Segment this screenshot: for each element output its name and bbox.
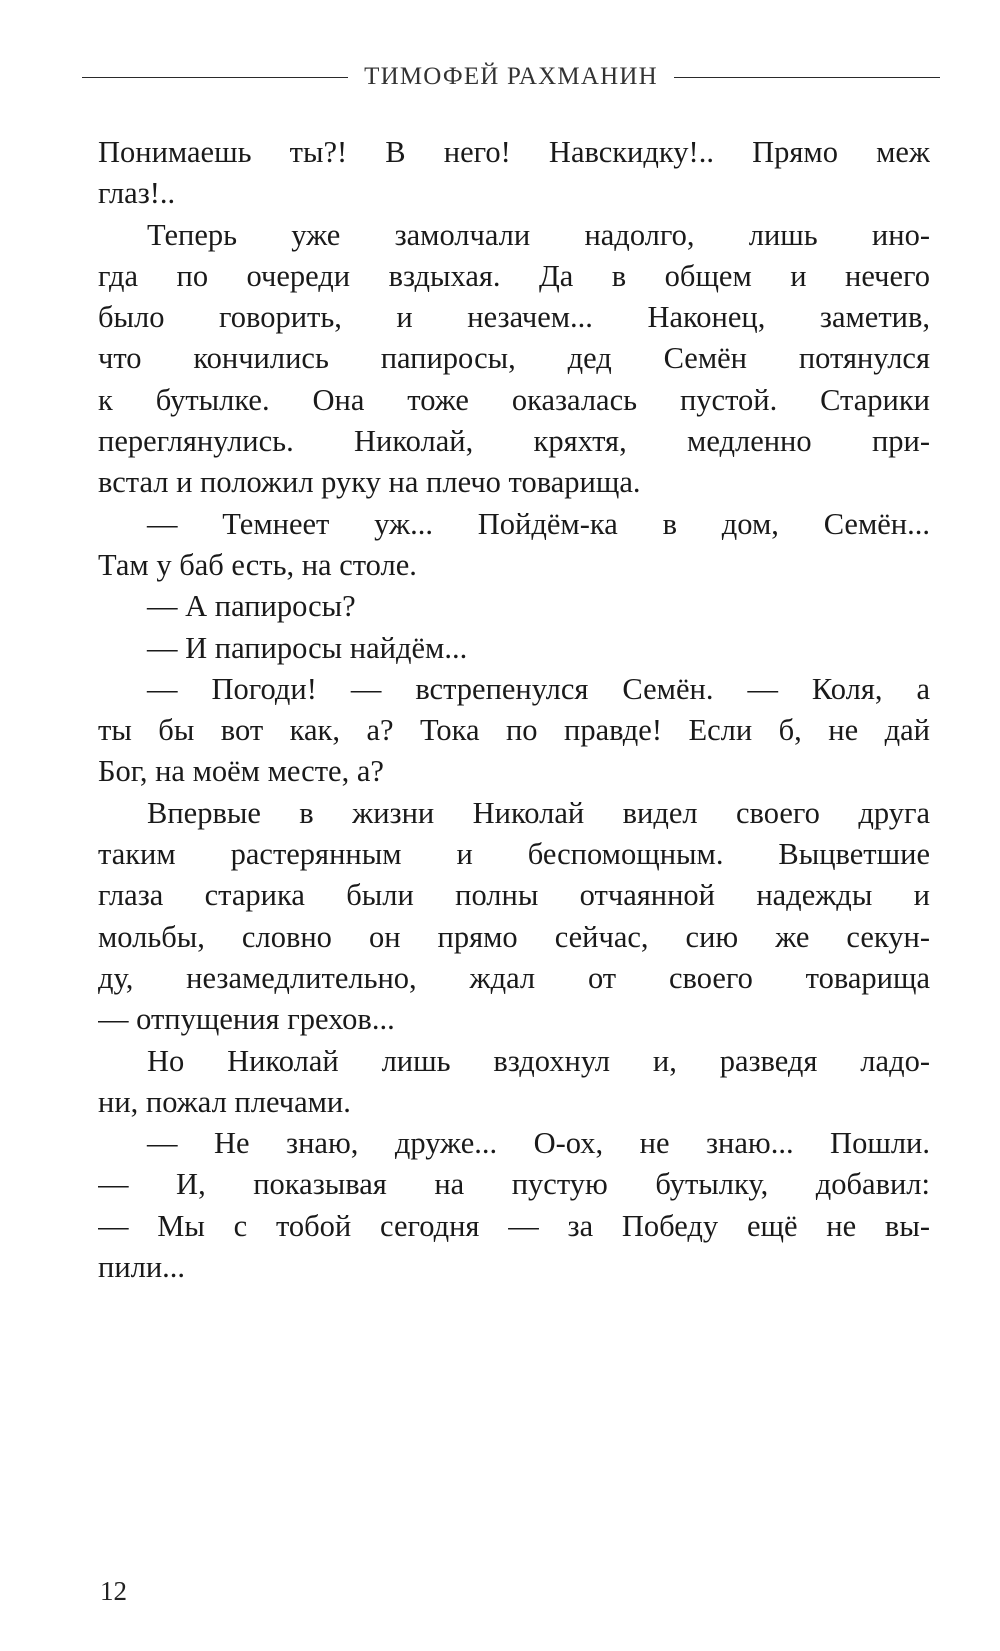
page-number: 12 <box>100 1576 127 1606</box>
text-line: ты бы вот как, а? Тока по правде! Если б, не дай <box>98 713 930 748</box>
text-line: что кончились папиросы, дед Семён потянулся <box>98 341 930 376</box>
text-line: к бутылке. Она тоже оказалась пустой. Старики <box>98 382 930 417</box>
author-name: ТИМОФЕЙ РАХМАНИН <box>364 63 658 90</box>
text-line: — Погоди! — встрепенулся Семён. — Коля, а <box>147 671 930 706</box>
text-line: Впервые в жизни Николай видел своего друга <box>147 795 930 830</box>
text-line: гда по очереди вздыхая. Да в общем и нечего <box>98 258 930 293</box>
text-line: Понимаешь ты?! В него! Навскидку!.. Прямо меж <box>98 135 930 169</box>
text-line: — Не знаю, друже... О-ох, не знаю... Пошли. <box>147 1126 930 1161</box>
text-line: глаза старика были полны отчаянной надежды и <box>98 878 930 913</box>
text-line: было говорить, и незачем... Наконец, заметив, <box>98 300 930 335</box>
text-line: встал и положил руку на плечо товарища. <box>98 465 641 500</box>
text-line: Там у баб есть, на столе. <box>98 547 417 582</box>
text-line: — Темнеет уж... Пойдём-ка в дом, Семён... <box>147 506 930 541</box>
text-line: Бог, на моём месте, а? <box>98 754 384 789</box>
text-line: Теперь уже замолчали надолго, лишь ино- <box>147 217 930 252</box>
text-line: — отпущения грехов... <box>98 1002 395 1037</box>
text-line: переглянулись. Николай, кряхтя, медленно при- <box>98 424 930 459</box>
text-line: глаз!.. <box>98 176 176 211</box>
text-line: Но Николай лишь вздохнул и, разведя ладо- <box>147 1043 930 1078</box>
text-line: ни, пожал плечами. <box>98 1084 351 1119</box>
text-line: — И папиросы найдём... <box>147 630 468 665</box>
text-line: таким растерянным и беспомощным. Выцветшие <box>98 837 930 872</box>
text-line: пили... <box>98 1250 186 1285</box>
running-header <box>82 62 940 92</box>
body-text <box>98 132 930 1288</box>
text-line: — А папиросы? <box>147 589 356 624</box>
text-line: — Мы с тобой сегодня — за Победу ещё не вы- <box>98 1208 930 1243</box>
text-line: — И, показывая на пустую бутылку, добавил: <box>98 1167 930 1202</box>
text-line: мольбы, словно он прямо сейчас, сию же секун- <box>98 919 930 954</box>
text-line: ду, незамедлительно, ждал от своего товарища <box>98 960 930 995</box>
header-rule-left <box>82 77 348 78</box>
header-rule-right <box>674 77 940 78</box>
